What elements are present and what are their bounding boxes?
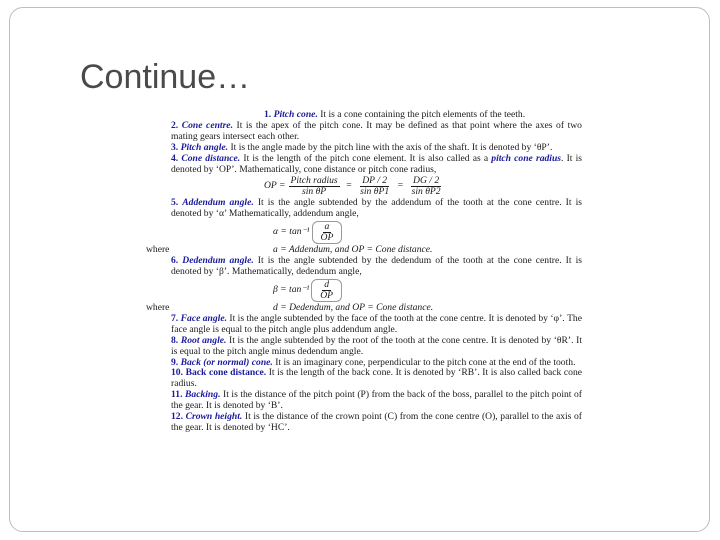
item-number: 5. — [171, 197, 179, 209]
item-term: Addendum angle. — [182, 197, 254, 209]
item-number: 12. — [171, 411, 183, 423]
item-text: It is the length of the pitch cone element. It is also called as a — [240, 152, 492, 164]
where-label: where — [146, 301, 170, 313]
fraction — [319, 222, 336, 243]
where-text: d = Dedendum, and OP = Cone distance. — [273, 301, 434, 313]
item-text: It is an imaginary cone, perpendicular to the pitch cone at the end of the tooth. — [272, 356, 576, 368]
item-6 — [146, 256, 582, 278]
where-label: where — [146, 244, 170, 256]
fraction — [410, 176, 443, 197]
numerator: Pitch radius — [290, 175, 338, 187]
item-term: Face angle. — [180, 312, 227, 324]
slide-title: Continue… — [80, 58, 251, 96]
numerator: DG / 2 — [413, 175, 440, 187]
item-11 — [146, 390, 582, 412]
paren-group — [312, 221, 343, 244]
item-term: Cone distance. — [181, 152, 241, 164]
item-number: 1. — [264, 109, 272, 120]
item-number: 7. — [171, 312, 179, 324]
item-number: 3. — [171, 141, 179, 153]
paren-group — [311, 279, 342, 302]
item-2 — [146, 121, 582, 143]
item-text: It is the distance of the pitch point (P) from the back of the boss, parallel to the pitch point of the gear. It is denoted by ‘B’. — [171, 389, 582, 412]
item-4 — [146, 154, 582, 176]
item-number: 8. — [171, 334, 179, 346]
item-text: It is the distance of the crown point (C) from the cone centre (O), parallel to the axis of the gear. It is denoted by ‘HC’. — [171, 411, 582, 433]
item-term: Back (or normal) cone. — [180, 356, 273, 368]
numerator: a — [324, 221, 330, 233]
item-number: 10. — [171, 367, 183, 379]
numerator: d — [324, 278, 330, 290]
item-term: Pitch cone. — [273, 109, 318, 120]
item-12 — [146, 412, 582, 434]
item-text: It is the angle subtended by the addendum of the tooth at the cone centre. It is denoted by ‘α’ Mathematically, addendum angle, — [171, 197, 582, 220]
fraction — [358, 176, 391, 197]
item-5 — [146, 198, 582, 220]
formula-lhs: OP = — [264, 180, 286, 192]
item-text: It is the angle subtended by the root of the tooth at the cone centre. It is denoted by ‘θR’. It is equal to the pitch angle minus dedendum angle. — [171, 334, 582, 357]
where-text: a = Addendum, and OP = Cone distance. — [273, 244, 433, 256]
dedendum-angle-formula — [146, 279, 582, 302]
formula-lhs: β = tan⁻¹ — [273, 284, 310, 296]
item-number: 9. — [171, 356, 179, 368]
item-text: It is the apex of the pitch cone. It may be defined as that point where the axes of two mating gears intersect each other. — [171, 119, 582, 142]
item-term-2: pitch cone radius — [491, 152, 562, 164]
item-text-2: . It is denoted by ‘OP’. Mathematically, cone distance or pitch cone radius, — [171, 152, 582, 175]
addendum-angle-formula — [146, 221, 582, 244]
item-term: Backing. — [185, 389, 221, 401]
denominator: sin θP — [302, 186, 327, 198]
item-text: It is the angle made by the pitch line with the axis of the shaft. It is denoted by ‘θP’. — [228, 141, 553, 153]
item-text: It is the length of the back cone. It is denoted by ‘RB’. It is also called back cone radius. — [171, 367, 582, 390]
item-10 — [146, 368, 582, 390]
numerator: DP / 2 — [362, 175, 388, 187]
formula-lhs: α = tan⁻¹ — [273, 226, 310, 238]
equals-sign: = — [345, 180, 353, 192]
denominator: OP — [320, 289, 334, 301]
item-term: Cone centre. — [181, 119, 233, 131]
item-7 — [146, 314, 582, 336]
fraction — [318, 280, 335, 301]
denominator: sin θP1 — [360, 186, 390, 198]
fraction — [289, 176, 340, 197]
item-text: It is the angle subtended by the dedendum of the tooth at the cone centre. It is denoted by ‘β’. Mathematically, dedendum angle, — [171, 255, 582, 278]
cone-distance-formula — [146, 176, 582, 197]
item-term: Crown height. — [185, 411, 243, 423]
item-text: It is a cone containing the pitch elements of the teeth. — [317, 109, 526, 120]
denominator: OP — [320, 232, 334, 244]
definitions-list — [146, 110, 582, 434]
item-term: Back cone distance. — [185, 367, 267, 379]
denominator: sin θP2 — [411, 186, 441, 198]
item-term: Dedendum angle. — [182, 255, 254, 267]
item-number: 4. — [171, 152, 179, 164]
item-number: 2. — [171, 119, 179, 131]
item-text: It is the angle subtended by the face of the tooth at the cone centre. It is denoted by ‘φ’. The face angle is equal to the pitch angle plus addendum angle. — [171, 312, 582, 335]
item-8 — [146, 336, 582, 358]
item-number: 6. — [171, 255, 179, 267]
item-number: 11. — [171, 389, 183, 401]
equals-sign: = — [397, 180, 404, 192]
item-term: Pitch angle. — [180, 141, 229, 153]
item-term: Root angle. — [180, 334, 227, 346]
